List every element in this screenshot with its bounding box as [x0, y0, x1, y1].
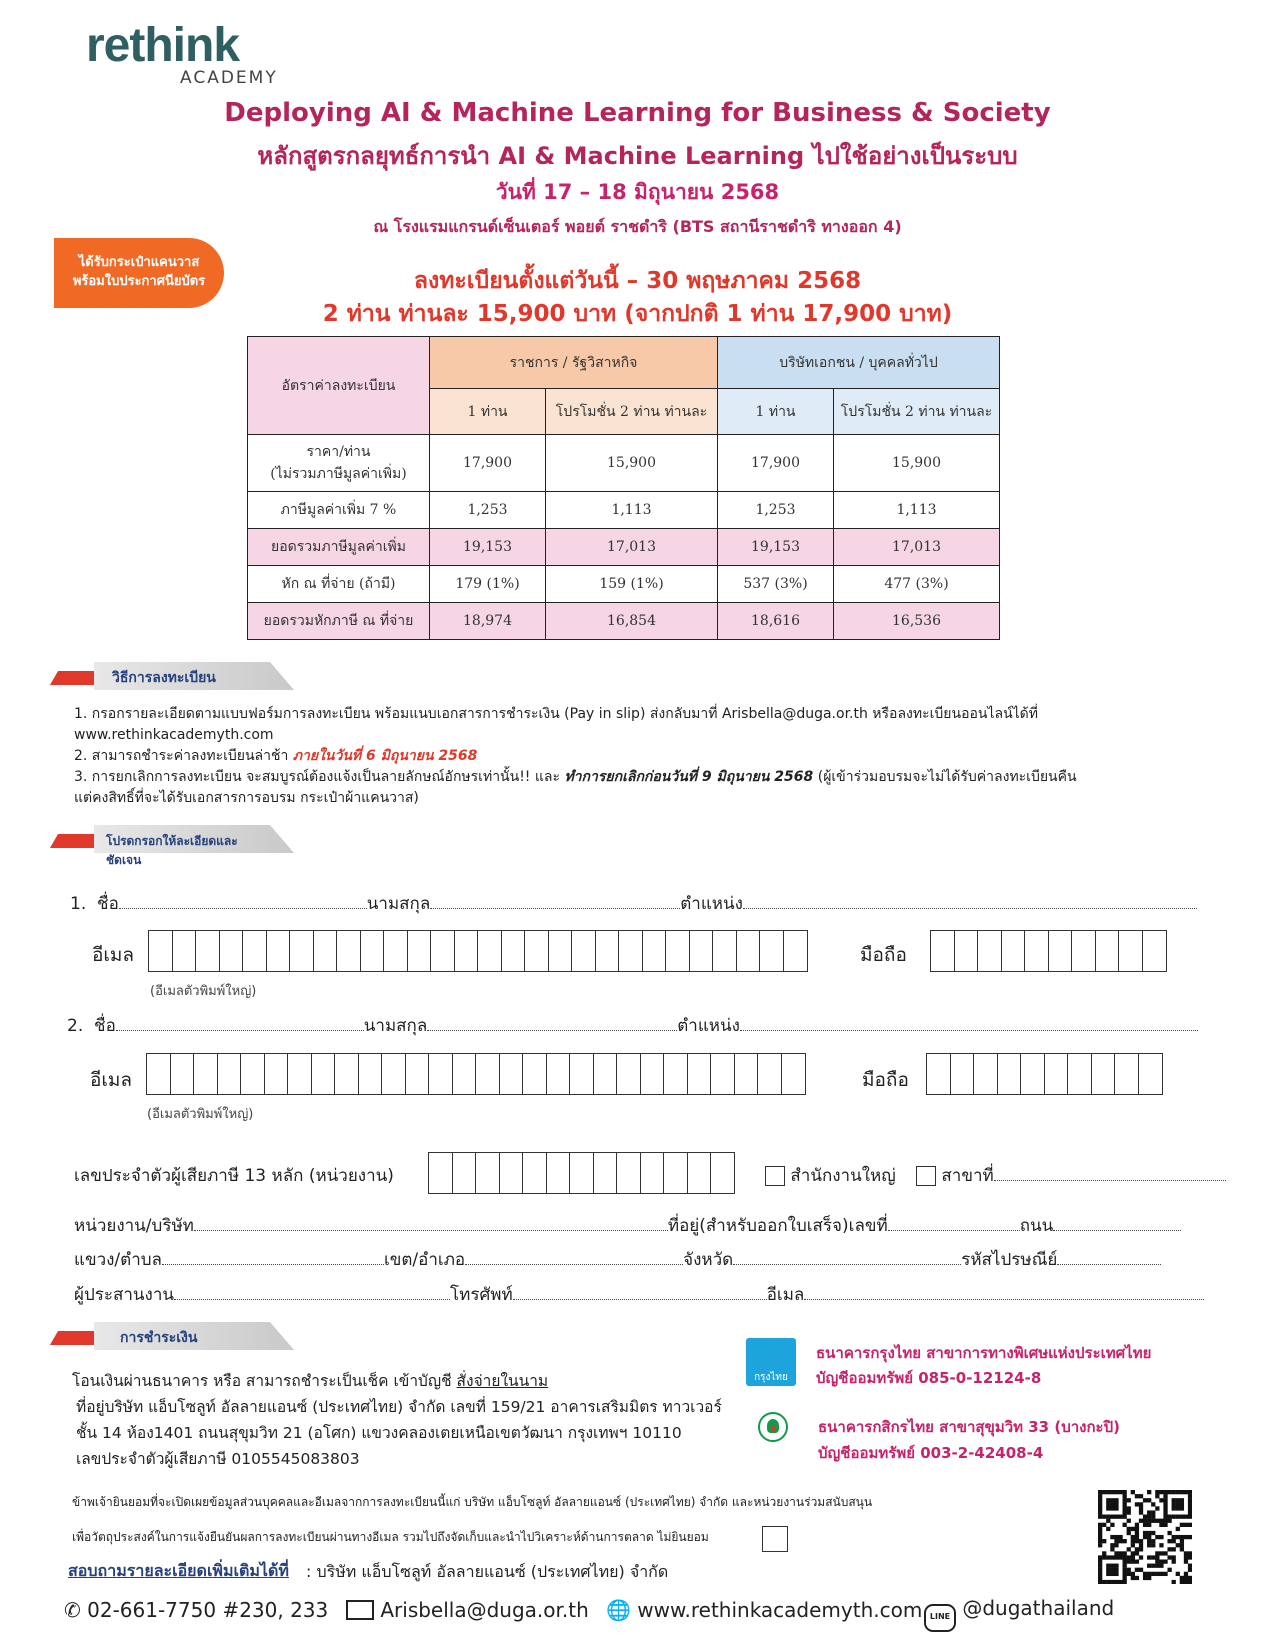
char-box[interactable] [522, 1152, 547, 1194]
char-box[interactable] [618, 930, 643, 972]
char-box[interactable] [195, 930, 220, 972]
table-row [248, 435, 1000, 492]
char-box[interactable] [172, 930, 197, 972]
branch-checkbox[interactable] [916, 1166, 936, 1186]
char-box[interactable] [663, 1152, 688, 1194]
table-row [248, 566, 1000, 603]
taxid-boxes[interactable] [428, 1152, 734, 1194]
char-box[interactable] [501, 930, 526, 972]
char-box[interactable] [759, 930, 784, 972]
phone-field[interactable] [513, 1286, 767, 1300]
char-box[interactable] [571, 930, 596, 972]
fee-group-private: บริษัทเอกชน / บุคคลทั่วไป [718, 337, 1000, 389]
table-cell: 159 (1%) [546, 566, 718, 603]
logo-rethink: rethink [86, 19, 240, 72]
consent-line-1: ข้าพเจ้ายินยอมที่จะเปิดเผยข้อมูลส่วนบุคคลและอีเมลจากการลงทะเบียนนี้แก่ บริษัท แอ็บโซลูท์ อัลลายแอนซ์ (ประเทศไทย) จำกัด และหน่วยงานร่วมสนับสนุน [72, 1495, 873, 1509]
char-box[interactable] [405, 1053, 430, 1095]
char-box[interactable] [499, 1152, 524, 1194]
bank-2-name: ธนาคารกสิกรไทย สาขาสุขุมวิท 33 (บางกะปิ) [818, 1418, 1120, 1436]
badge-line-1: ได้รับกระเป๋าแคนวาส [78, 255, 200, 270]
table-cell: 179 (1%) [430, 566, 546, 603]
mobile-label: มือถือ [862, 1069, 909, 1091]
row-label: ยอดรวมภาษีมูลค่าเพิ่ม [248, 529, 430, 566]
table-cell: 18,616 [718, 603, 834, 640]
table-row [248, 529, 1000, 566]
kbank-logo-icon [758, 1412, 788, 1442]
section-tab-fill-form: โปรดกรอกให้ละเอียดและชัดเจน [54, 825, 254, 855]
email-label: อีเมล [90, 1069, 133, 1091]
coordinator-field[interactable] [174, 1286, 450, 1300]
name-field[interactable] [116, 1017, 364, 1031]
inquire-company: : บริษัท แอ็บโซลูท์ อัลลายแอนซ์ (ประเทศไทย) จำกัด [306, 1562, 669, 1581]
table-cell: 17,900 [718, 435, 834, 492]
company-field[interactable] [194, 1217, 668, 1231]
badge-line-2: พร้อมใบประกาศนียบัตร [72, 274, 206, 289]
table-cell: 1,113 [834, 492, 1000, 529]
char-box[interactable] [616, 1152, 641, 1194]
char-box[interactable] [710, 1053, 735, 1095]
registration-period: ลงทะเบียนตั้งแต่วันนี้ – 30 พฤษภาคม 2568 [413, 268, 862, 294]
char-box[interactable] [734, 1053, 759, 1095]
char-box[interactable] [1118, 930, 1143, 972]
char-box[interactable] [1067, 1053, 1092, 1095]
char-box[interactable] [1024, 930, 1049, 972]
table-cell: 17,013 [546, 529, 718, 566]
taxid-label: เลขประจำตัวผู้เสียภาษี 13 หลัก (หน่วยงาน) [74, 1166, 394, 1186]
road-field[interactable] [1053, 1217, 1181, 1231]
char-box[interactable] [710, 1152, 735, 1194]
char-box[interactable] [616, 1053, 641, 1095]
footer-phone[interactable]: ✆ 02-661-7750 #230, 233 [64, 1598, 329, 1622]
coordinator-email-field[interactable] [804, 1286, 1204, 1300]
fee-sub-promo: โปรโมชั่น 2 ท่าน ท่านละ [546, 389, 718, 435]
char-box[interactable] [997, 1053, 1022, 1095]
char-box[interactable] [148, 930, 173, 972]
postcode-field[interactable] [1057, 1251, 1161, 1265]
char-box[interactable] [454, 930, 479, 972]
company-taxid: เลขประจำตัวผู้เสียภาษี 0105545083803 [76, 1450, 360, 1468]
row-label: ภาษีมูลค่าเพิ่ม 7 % [248, 492, 430, 529]
table-cell: 19,153 [718, 529, 834, 566]
char-box[interactable] [240, 1053, 265, 1095]
char-box[interactable] [712, 930, 737, 972]
char-box[interactable] [593, 1053, 618, 1095]
mobile-boxes-2[interactable] [926, 1053, 1161, 1095]
table-cell: 19,153 [430, 529, 546, 566]
branch-option: สาขาที่ [916, 1162, 1226, 1189]
table-cell: 17,013 [834, 529, 1000, 566]
table-cell: 477 (3%) [834, 566, 1000, 603]
globe-icon: 🌐 [606, 1598, 631, 1622]
char-box[interactable] [569, 1152, 594, 1194]
char-box[interactable] [358, 1053, 383, 1095]
hq-option: สำนักงานใหญ่ [765, 1162, 896, 1189]
row-label: หัก ณ ที่จ่าย (ถ้ามี) [248, 566, 430, 603]
char-box[interactable] [640, 1152, 665, 1194]
fee-group-government: ราชการ / รัฐวิสาหกิจ [430, 337, 718, 389]
district-field[interactable] [465, 1251, 683, 1265]
email-boxes-1[interactable] [148, 930, 806, 972]
char-box[interactable] [430, 930, 455, 972]
area-row: แขวง/ตำบล เขต/อำเภอ จังหวัด รหัสไปรษณีย์ [74, 1246, 1161, 1273]
surname-field[interactable] [427, 1017, 677, 1031]
char-box[interactable] [595, 930, 620, 972]
char-box[interactable] [428, 1152, 453, 1194]
char-box[interactable] [546, 1053, 571, 1095]
char-box[interactable] [757, 1053, 782, 1095]
subdistrict-field[interactable] [162, 1251, 384, 1265]
char-box[interactable] [783, 930, 808, 972]
step-3-cont: แต่คงสิทธิ์ที่จะได้รับเอกสารการอบรม กระเป๋าผ้าแคนวาส) [74, 790, 419, 806]
char-box[interactable] [170, 1053, 195, 1095]
char-box[interactable] [264, 1053, 289, 1095]
title-thai: หลักสูตรกลยุทธ์การนำ AI & Machine Learning ไปใช้อย่างเป็นระบบ [257, 142, 1018, 170]
branch-field[interactable] [994, 1167, 1226, 1181]
coordinator-row: ผู้ประสานงาน โทรศัพท์ อีเมล [74, 1281, 1204, 1308]
char-box[interactable] [1095, 930, 1120, 972]
table-cell: 1,253 [430, 492, 546, 529]
char-box[interactable] [548, 930, 573, 972]
char-box[interactable] [665, 930, 690, 972]
promo-price: 2 ท่าน ท่านละ 15,900 บาท (จากปกติ 1 ท่าน 17,900 บาท) [322, 301, 953, 327]
char-box[interactable] [289, 930, 314, 972]
event-venue: ณ โรงแรมแกรนด์เซ็นเตอร์ พอยต์ ราชดำริ (BTS สถานีราชดำริ ทางออก 4) [373, 217, 902, 236]
char-box[interactable] [383, 930, 408, 972]
char-box[interactable] [266, 930, 291, 972]
char-box[interactable] [217, 1053, 242, 1095]
char-box[interactable] [477, 930, 502, 972]
section-tab-register: วิธีการลงทะเบียน [54, 662, 254, 692]
char-box[interactable] [950, 1053, 975, 1095]
char-box[interactable] [1044, 1053, 1069, 1095]
consent-line-2: เพื่อวัตถุประสงค์ในการแจ้งยืนยันผลการลงทะเบียนผ่านทางอีเมล รวมไปถึงจัดเก็บและนำไปวิเคราะห์ด้านการตลาด ไม่ยินยอม [72, 1530, 709, 1544]
table-cell: 17,900 [430, 435, 546, 492]
char-box[interactable] [546, 1152, 571, 1194]
char-box[interactable] [475, 1053, 500, 1095]
position-field[interactable] [743, 895, 1197, 909]
bank-1-name: ธนาคารกรุงไทย สาขาการทางพิเศษแห่งประเทศไทย [816, 1344, 1152, 1362]
table-cell: 1,253 [718, 492, 834, 529]
consent-checkbox[interactable] [762, 1526, 788, 1552]
line-icon: LINE [924, 1604, 956, 1632]
mail-icon [346, 1600, 374, 1620]
hq-checkbox[interactable] [765, 1166, 785, 1186]
char-box[interactable] [640, 1053, 665, 1095]
table-cell: 1,113 [546, 492, 718, 529]
fee-sub-promo: โปรโมชั่น 2 ท่าน ท่านละ [834, 389, 1000, 435]
table-row [248, 492, 1000, 529]
address-no-field[interactable] [888, 1217, 1020, 1231]
char-box[interactable] [689, 930, 714, 972]
char-box[interactable] [522, 1053, 547, 1095]
char-box[interactable] [687, 1053, 712, 1095]
char-box[interactable] [1071, 930, 1096, 972]
position-field[interactable] [740, 1017, 1198, 1031]
footer-line[interactable]: LINE @dugathailand [924, 1596, 1114, 1632]
step-3: 3. การยกเลิกการลงทะเบียน จะสมบูรณ์ต้องแจ้งเป็นลายลักษณ์อักษรเท่านั้น!! และ ทำการยกเลิกก่อนวันที่ 9 มิถุนายน 2568 (ผู้เข้าร่วมอบรมจะไม่ได้รับค่าลงทะเบียนคืน [74, 769, 1077, 785]
ktb-logo-icon: กรุงไทย [746, 1338, 796, 1386]
char-box[interactable] [146, 1053, 171, 1095]
char-box[interactable] [381, 1053, 406, 1095]
char-box[interactable] [593, 1152, 618, 1194]
province-field[interactable] [733, 1251, 961, 1265]
fee-sub-single: 1 ท่าน [718, 389, 834, 435]
table-cell: 15,900 [834, 435, 1000, 492]
step-2: 2. สามารถชำระค่าลงทะเบียนล่าช้า ภายในวันที่ 6 มิถุนายน 2568 [74, 748, 478, 764]
event-date: วันที่ 17 – 18 มิถุนายน 2568 [495, 180, 780, 204]
char-box[interactable] [736, 930, 761, 972]
char-box[interactable] [242, 930, 267, 972]
participant-2-name-row: 2. ชื่อ นามสกุล ตำแหน่ง [67, 1012, 1198, 1039]
registration-steps [74, 704, 1214, 809]
char-box[interactable] [499, 1053, 524, 1095]
char-box[interactable] [954, 930, 979, 972]
char-box[interactable] [219, 930, 244, 972]
char-box[interactable] [452, 1053, 477, 1095]
char-box[interactable] [334, 1053, 359, 1095]
row-label: ยอดรวมหักภาษี ณ ที่จ่าย [248, 603, 430, 640]
char-box[interactable] [1114, 1053, 1139, 1095]
company-row: หน่วยงาน/บริษัท ที่อยู่(สำหรับออกใบเสร็จ)เลขที่ ถนน [74, 1212, 1181, 1239]
char-box[interactable] [336, 930, 361, 972]
char-box[interactable] [781, 1053, 806, 1095]
char-box[interactable] [313, 930, 338, 972]
table-row [248, 603, 1000, 640]
logo-academy: ACADEMY [180, 68, 278, 88]
char-box[interactable] [1048, 930, 1073, 972]
company-address-2: ชั้น 14 ห้อง1401 ถนนสุขุมวิท 21 (อโศก) แขวงคลองเตยเหนือเขตวัฒนา กรุงเทพฯ 10110 [76, 1424, 682, 1442]
title-english: Deploying AI & Machine Learning for Business & Society [224, 98, 1051, 128]
char-box[interactable] [452, 1152, 477, 1194]
char-box[interactable] [663, 1053, 688, 1095]
char-box[interactable] [930, 930, 955, 972]
char-box[interactable] [407, 930, 432, 972]
char-box[interactable] [428, 1053, 453, 1095]
fee-sub-single: 1 ท่าน [430, 389, 546, 435]
email-note: (อีเมลตัวพิมพ์ใหญ่) [150, 984, 257, 999]
char-box[interactable] [1142, 930, 1167, 972]
char-box[interactable] [1138, 1053, 1163, 1095]
char-box[interactable] [1091, 1053, 1116, 1095]
email-label: อีเมล [92, 944, 135, 966]
surname-field[interactable] [430, 895, 680, 909]
char-box[interactable] [360, 930, 385, 972]
table-cell: 16,536 [834, 603, 1000, 640]
email-note: (อีเมลตัวพิมพ์ใหญ่) [147, 1107, 254, 1122]
gift-badge [54, 238, 224, 308]
fee-table-corner: อัตราค่าลงทะเบียน [248, 337, 430, 435]
char-box[interactable] [973, 1053, 998, 1095]
char-box[interactable] [475, 1152, 500, 1194]
table-cell: 15,900 [546, 435, 718, 492]
mobile-boxes-1[interactable] [930, 930, 1165, 972]
row-label: ราคา/ท่าน (ไม่รวมภาษีมูลค่าเพิ่ม) [248, 435, 430, 492]
step-1-url: www.rethinkacademyth.com [74, 727, 274, 743]
char-box[interactable] [311, 1053, 336, 1095]
char-box[interactable] [926, 1053, 951, 1095]
fee-table [247, 336, 1000, 640]
payment-method: โอนเงินผ่านธนาคาร หรือ สามารถชำระเป็นเช็ค เข้าบัญชี สั่งจ่ายในนาม [72, 1372, 549, 1390]
email-boxes-2[interactable] [146, 1053, 804, 1095]
step-1: 1. กรอกรายละเอียดตามแบบฟอร์มการลงทะเบียน พร้อมแนบเอกสารการชำระเงิน (Pay in slip) ส่งกลับมาที่ Arisbella@duga.or.th หรือลงทะเบียนออนไลน์ได้ที่ [74, 706, 1039, 722]
char-box[interactable] [1020, 1053, 1045, 1095]
char-box[interactable] [524, 930, 549, 972]
char-box[interactable] [687, 1152, 712, 1194]
participant-1-name-row: 1. ชื่อ นามสกุล ตำแหน่ง [70, 890, 1197, 917]
name-field[interactable] [119, 895, 367, 909]
qr-code-icon [1098, 1490, 1192, 1584]
company-address-1: ที่อยู่บริษัท แอ็บโซลูท์ อัลลายแอนซ์ (ประเทศไทย) จำกัด เลขที่ 159/21 อาคารเสริมมิตร ทาวเวอร์ [76, 1398, 722, 1416]
char-box[interactable] [977, 930, 1002, 972]
char-box[interactable] [569, 1053, 594, 1095]
bank-2-account: บัญชีออมทรัพย์ 003-2-42408-4 [818, 1444, 1044, 1462]
char-box[interactable] [193, 1053, 218, 1095]
table-cell: 16,854 [546, 603, 718, 640]
footer-email[interactable]: Arisbella@duga.or.th [346, 1598, 589, 1622]
phone-icon: ✆ [64, 1598, 81, 1622]
table-cell: 18,974 [430, 603, 546, 640]
char-box[interactable] [287, 1053, 312, 1095]
char-box[interactable] [642, 930, 667, 972]
table-cell: 537 (3%) [718, 566, 834, 603]
mobile-label: มือถือ [860, 944, 907, 966]
char-box[interactable] [1001, 930, 1026, 972]
inquire-label: สอบถามรายละเอียดเพิ่มเติมได้ที่ [68, 1561, 289, 1580]
payment-info [72, 1368, 722, 1472]
bank-1-account: บัญชีออมทรัพย์ 085-0-12124-8 [816, 1369, 1042, 1387]
footer-website[interactable]: 🌐 www.rethinkacademyth.com [606, 1598, 923, 1622]
section-tab-payment: การชำระเงิน [54, 1322, 254, 1352]
